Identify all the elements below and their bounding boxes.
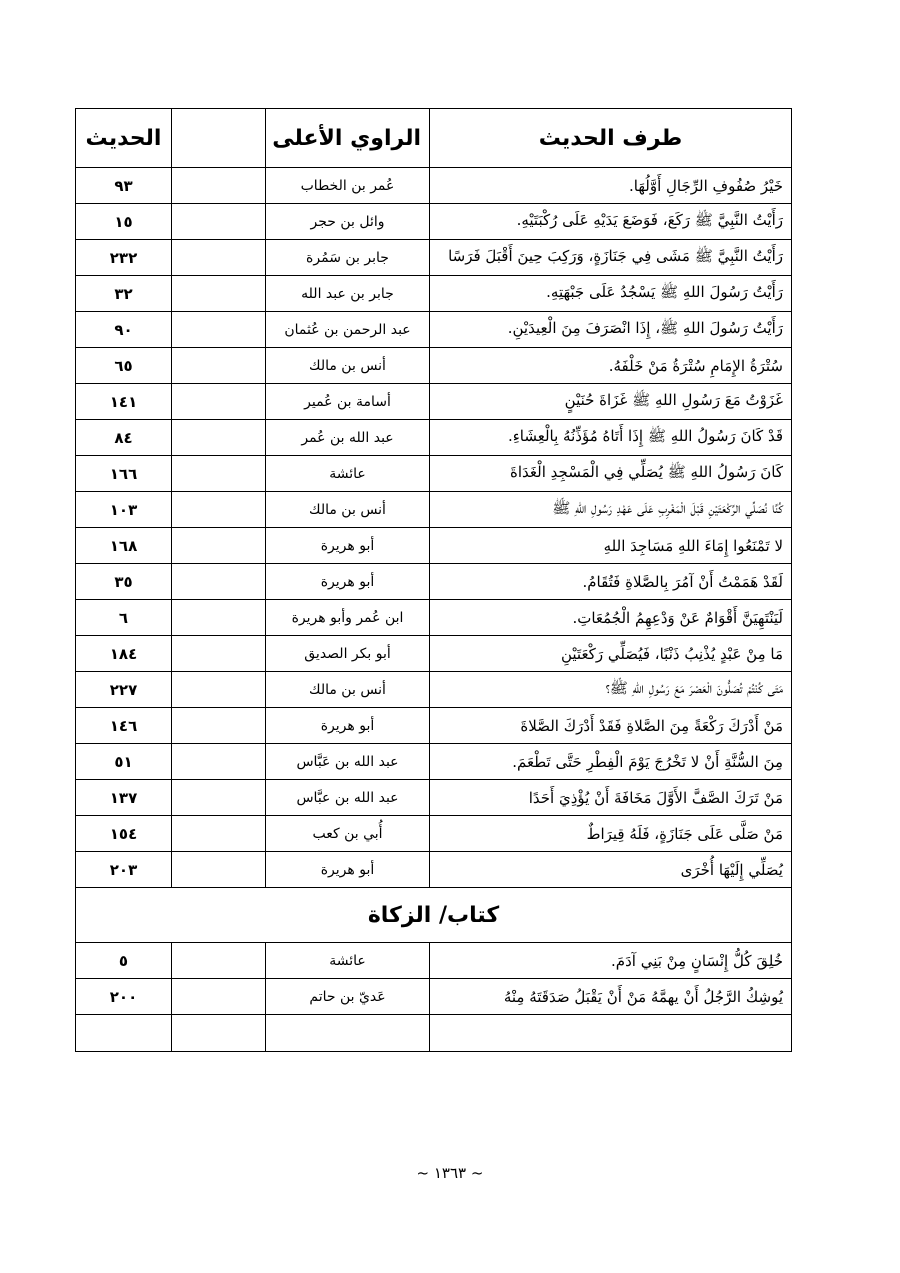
- zakat-section: [76, 888, 792, 943]
- table-row: [76, 708, 792, 744]
- header-hadith-text: طرف الحديث: [430, 109, 792, 168]
- narrator-cell: أنس بن مالك: [266, 492, 430, 528]
- hadith-number-cell: ١٦٨: [76, 528, 172, 564]
- table-row: [76, 979, 792, 1015]
- empty-cell: [266, 1015, 430, 1052]
- header-blank: [172, 109, 266, 168]
- table-row: [76, 312, 792, 348]
- narrator-cell: أبو هريرة: [266, 708, 430, 744]
- hadith-text-cell: مَتَى كُنْتُمْ تُصَلُّونَ الْعَصْرَ مَعَ رَسُولِ اللهِ ﷺ؟: [430, 672, 792, 708]
- hadith-text-cell: سُتْرَةُ الإِمَامِ سُتْرَةُ مَنْ خَلْفَهُ.: [430, 348, 792, 384]
- blank-cell: [172, 816, 266, 852]
- blank-cell: [172, 420, 266, 456]
- empty-cell: [172, 1015, 266, 1052]
- blank-cell: [172, 672, 266, 708]
- narrator-cell: عبد الله بن عَبَّاس: [266, 744, 430, 780]
- header-narrator: الراوي الأعلى: [266, 109, 430, 168]
- narrator-cell: أنس بن مالك: [266, 672, 430, 708]
- hadith-number-cell: ٢٠٣: [76, 852, 172, 888]
- hadith-number-cell: ١٦٦: [76, 456, 172, 492]
- blank-cell: [172, 708, 266, 744]
- page-number: ~ ١٣٦٣ ~: [416, 1164, 484, 1182]
- hadith-text-cell: لا تَمْنَعُوا إِمَاءَ اللهِ مَسَاجِدَ اللهِ: [430, 528, 792, 564]
- blank-cell: [172, 528, 266, 564]
- header-number: الحديث: [76, 109, 172, 168]
- hadith-number-cell: ٥: [76, 943, 172, 979]
- hadith-number-cell: ٩٠: [76, 312, 172, 348]
- table-footer-body: [76, 1015, 792, 1052]
- blank-cell: [172, 384, 266, 420]
- hadith-text-cell: يُصَلِّي إِلَيْهَا أُخْرَى: [430, 852, 792, 888]
- blank-cell: [172, 348, 266, 384]
- hadith-number-cell: ١٤٦: [76, 708, 172, 744]
- narrator-cell: عائشة: [266, 456, 430, 492]
- narrator-cell: أبو هريرة: [266, 528, 430, 564]
- blank-cell: [172, 456, 266, 492]
- hadith-index-table: [75, 108, 792, 1052]
- narrator-cell: ابن عُمر وأبو هريرة: [266, 600, 430, 636]
- table-row: [76, 204, 792, 240]
- table-row: [76, 780, 792, 816]
- hadith-number-cell: ٣٢: [76, 276, 172, 312]
- hadith-text-cell: لَقَدْ هَمَمْتُ أَنْ آمُرَ بِالصَّلاةِ فَتُقَامُ.: [430, 564, 792, 600]
- empty-row: [76, 1015, 792, 1052]
- narrator-cell: عَديّ بن حاتم: [266, 979, 430, 1015]
- hadith-number-cell: ١٨٤: [76, 636, 172, 672]
- hadith-number-cell: ١٠٣: [76, 492, 172, 528]
- table-row: [76, 943, 792, 979]
- narrator-cell: جابر بن عبد الله: [266, 276, 430, 312]
- hadith-text-cell: غَزَوْتُ مَعَ رَسُولِ اللهِ ﷺ غَزَاةَ حُنَيْنٍ: [430, 384, 792, 420]
- section-title: كتاب/ الزكاة: [76, 888, 792, 943]
- narrator-cell: عبد الله بن عُمر: [266, 420, 430, 456]
- table-row: [76, 492, 792, 528]
- hadith-text-cell: خَيْرُ صُفُوفِ الرِّجَالِ أَوَّلُهَا.: [430, 168, 792, 204]
- narrator-cell: أبو بكر الصديق: [266, 636, 430, 672]
- hadith-number-cell: ٨٤: [76, 420, 172, 456]
- narrator-cell: أنس بن مالك: [266, 348, 430, 384]
- hadith-number-cell: ٢٠٠: [76, 979, 172, 1015]
- table-row: [76, 672, 792, 708]
- narrator-cell: عبد الرحمن بن عُثمان: [266, 312, 430, 348]
- blank-cell: [172, 168, 266, 204]
- table-row: [76, 600, 792, 636]
- narrator-cell: عُمر بن الخطاب: [266, 168, 430, 204]
- hadith-number-cell: ١٥٤: [76, 816, 172, 852]
- hadith-number-cell: ٢٣٢: [76, 240, 172, 276]
- narrator-cell: عبد الله بن عبَّاس: [266, 780, 430, 816]
- narrator-cell: وائل بن حجر: [266, 204, 430, 240]
- hadith-number-cell: ٣٥: [76, 564, 172, 600]
- narrator-cell: أُبي بن كعب: [266, 816, 430, 852]
- table-row: [76, 348, 792, 384]
- hadith-text-cell: مَنْ أَدْرَكَ رَكْعَةً مِنَ الصَّلاةِ فَقَدْ أَدْرَكَ الصَّلاةَ: [430, 708, 792, 744]
- hadith-number-cell: ٥١: [76, 744, 172, 780]
- table-row: [76, 384, 792, 420]
- hadith-number-cell: ٦: [76, 600, 172, 636]
- blank-cell: [172, 852, 266, 888]
- hadith-text-cell: مَا مِنْ عَبْدٍ يُذْنِبُ ذَنْبًا، فَيُصَلِّي رَكْعَتَيْنِ: [430, 636, 792, 672]
- blank-cell: [172, 943, 266, 979]
- table-row: [76, 816, 792, 852]
- blank-cell: [172, 240, 266, 276]
- hadith-text-cell: قَدْ كَانَ رَسُولُ اللهِ ﷺ إِذَا أَتَاهُ مُؤَذِّنُهُ بِالْعِشَاءِ.: [430, 420, 792, 456]
- hadith-text-cell: رَأَيْتُ رَسُولَ اللهِ ﷺ يَسْجُدُ عَلَى جَبْهَتِهِ.: [430, 276, 792, 312]
- hadith-number-cell: ١٣٧: [76, 780, 172, 816]
- blank-cell: [172, 312, 266, 348]
- empty-cell: [430, 1015, 792, 1052]
- table-body: [76, 168, 792, 888]
- hadith-text-cell: خُلِقَ كُلُّ إِنْسَانٍ مِنْ بَنِي آدَمَ.: [430, 943, 792, 979]
- narrator-cell: أسامة بن عُمير: [266, 384, 430, 420]
- blank-cell: [172, 564, 266, 600]
- table-row: [76, 240, 792, 276]
- narrator-cell: أبو هريرة: [266, 852, 430, 888]
- narrator-cell: عائشة: [266, 943, 430, 979]
- zakat-section-rows: [76, 943, 792, 1015]
- table-row: [76, 276, 792, 312]
- hadith-text-cell: لَيَنْتَهِيَنَّ أَقْوَامٌ عَنْ وَدْعِهِمُ الْجُمُعَاتِ.: [430, 600, 792, 636]
- blank-cell: [172, 276, 266, 312]
- narrator-cell: أبو هريرة: [266, 564, 430, 600]
- table-row: [76, 528, 792, 564]
- hadith-number-cell: ١٤١: [76, 384, 172, 420]
- hadith-number-cell: ٩٣: [76, 168, 172, 204]
- table-row: [76, 456, 792, 492]
- hadith-text-cell: رَأَيْتُ رَسُولَ اللهِ ﷺ، إِذَا انْصَرَفَ مِنَ الْعِيدَيْنِ.: [430, 312, 792, 348]
- hadith-text-cell: يُوشِكُ الرَّجُلُ أَنْ يهمَّهُ مَنْ أَنْ يَقْبَلُ صَدَقَتَهُ مِنْهُ: [430, 979, 792, 1015]
- hadith-number-cell: ٦٥: [76, 348, 172, 384]
- hadith-text-cell: رَأَيْتُ النَّبِيَّ ﷺ رَكَعَ، فَوَضَعَ يَدَيْهِ عَلَى رُكْبَتَيْهِ.: [430, 204, 792, 240]
- narrator-cell: جابر بن سَمُرة: [266, 240, 430, 276]
- hadith-text-cell: مَنْ تَرَكَ الصَّفَّ الأَوَّلَ مَخَافَةَ أَنْ يُؤْذِيَ أَحَدًا: [430, 780, 792, 816]
- table-row: [76, 168, 792, 204]
- blank-cell: [172, 744, 266, 780]
- section-header-row: [76, 888, 792, 943]
- hadith-number-cell: ٢٢٧: [76, 672, 172, 708]
- empty-cell: [76, 1015, 172, 1052]
- table-header-row: [76, 109, 792, 168]
- blank-cell: [172, 636, 266, 672]
- table-row: [76, 636, 792, 672]
- hadith-text-cell: رَأَيْتُ النَّبِيَّ ﷺ مَشَى فِي جَنَازَةٍ، وَرَكِبَ حِينَ أَقْبَلَ فَرَسًا: [430, 240, 792, 276]
- blank-cell: [172, 780, 266, 816]
- hadith-text-cell: مَنْ صَلَّى عَلَى جَنَازَةٍ، فَلَهُ قِيرَاطٌ: [430, 816, 792, 852]
- blank-cell: [172, 204, 266, 240]
- blank-cell: [172, 600, 266, 636]
- table-row: [76, 852, 792, 888]
- table-row: [76, 420, 792, 456]
- hadith-number-cell: ١٥: [76, 204, 172, 240]
- table-row: [76, 744, 792, 780]
- hadith-text-cell: كُنَّا نُصَلِّي الرَّكْعَتَيْنِ قَبْلَ الْمَغْرِبِ عَلَى عَهْدِ رَسُولِ اللهِ ﷺ: [430, 492, 792, 528]
- hadith-text-cell: كَانَ رَسُولُ اللهِ ﷺ يُصَلِّي فِي الْمَسْجِدِ الْغَدَاةَ: [430, 456, 792, 492]
- hadith-text-cell: مِنَ السُّنَّةِ أَنْ لا تَخْرُجَ يَوْمَ الْفِطْرِ حَتَّى تَطْعَمَ.: [430, 744, 792, 780]
- blank-cell: [172, 979, 266, 1015]
- table-row: [76, 564, 792, 600]
- blank-cell: [172, 492, 266, 528]
